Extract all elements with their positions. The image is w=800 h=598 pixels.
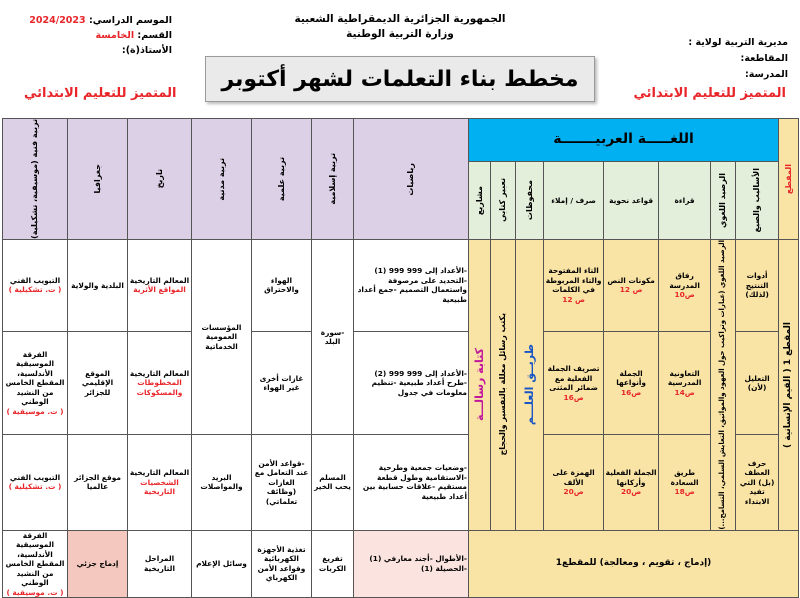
civic-cell-1: المؤسسات العمومية الخدماتية bbox=[192, 239, 252, 435]
grammar-cell-2: الجملة وأنواعها ص16 bbox=[604, 331, 659, 435]
ministry-title: وزارة التربية الوطنية bbox=[346, 28, 454, 40]
writing-header: تعبير كتابي bbox=[491, 161, 516, 239]
integration-science-cell: تغذية الأجهزة الكهربائية وقواعد الأمن الكهرباي bbox=[252, 530, 312, 598]
teacher-label: الأستاذ(ة): bbox=[121, 45, 172, 56]
oral-cell: الرصيد اللغوي (عبارات وتراكيب حول العهود والمواثيق، التعايش السلمي، التسامح...) bbox=[711, 239, 736, 530]
art-cell-1: التبويب الفني ( ت. تشكيلية ) bbox=[3, 239, 68, 331]
islamic-cell-3: المسلم يحب الخير bbox=[312, 435, 354, 530]
science-cell-3: -قواعد الأمن عند التعامل مع الغازات (وظائف تعلماتي) bbox=[252, 435, 312, 530]
reading-cell-1: رفاق المدرسة ص10 bbox=[659, 239, 711, 331]
styles-header: الأساليب والصيغ bbox=[736, 161, 779, 239]
history-cell-1: المعالم التاريخية المواقع الأثرية bbox=[128, 239, 192, 331]
style-cell-3: حرف العطف (بل) التي تفيد الابتداء bbox=[736, 435, 779, 530]
arabic-header: اللغـــــة العربيـــــــة bbox=[469, 119, 779, 162]
brand-right: المتميز للتعليم الابتدائي bbox=[633, 86, 786, 101]
math-header: رياضيات bbox=[354, 119, 469, 240]
class-value: الخامسة bbox=[95, 30, 135, 41]
morph-cell-1: التاء المفتوحة والتاء المربوطة في الكلمات ص 12 bbox=[544, 239, 604, 331]
style-cell-2: التعليل (لأن) bbox=[736, 331, 779, 435]
oral-header: الرصيد اللغوي bbox=[711, 161, 736, 239]
islamic-header: تربية إسلامية bbox=[312, 119, 354, 240]
morph-cell-2: تصريف الجملة الفعلية مع ضمائر المثنى ص16 bbox=[544, 331, 604, 435]
geography-cell-2: الموقع الإقليمي للجزائر bbox=[68, 331, 128, 435]
projects-header: مشاريع bbox=[469, 161, 491, 239]
art-cell-3: التبويب الفني ( ت. تشكيلية ) bbox=[3, 435, 68, 530]
science-cell-1: الهواء والاحتراق bbox=[252, 239, 312, 331]
history-header: تاريخ bbox=[128, 119, 192, 240]
reading-header: قراءة bbox=[659, 161, 711, 239]
history-cell-3: المعالم التاريخية الشخصيات التاريخية bbox=[128, 435, 192, 530]
directorate-label: مديرية التربية لولاية : bbox=[688, 37, 788, 48]
class-label: القسم: bbox=[137, 30, 172, 41]
republic-title: الجمهورية الجزائرية الديمقراطية الشعبية bbox=[294, 13, 506, 25]
season-label: الموسم الدراسي: bbox=[88, 15, 172, 26]
memorize-header: محفوظات bbox=[516, 161, 544, 239]
grammar-cell-1: مكونات النص ص 12 bbox=[604, 239, 659, 331]
integration-history-cell: المراحل التاريخية bbox=[128, 530, 192, 598]
integration-islamic-cell: تفريغ الكربات bbox=[312, 530, 354, 598]
class-line bbox=[22, 29, 172, 42]
memorize-cell: طريــق العلـــم bbox=[516, 239, 544, 530]
morph-cell-3: الهمزة على الألف ص20 bbox=[544, 435, 604, 530]
morph-header: صرف / إملاء bbox=[544, 161, 604, 239]
integration-math-cell: -الأطوال -أجند معارفي (1) -الحصيلة (1) bbox=[354, 530, 469, 598]
grammar-cell-3: الجملة الفعلية وأركانها ص20 bbox=[604, 435, 659, 530]
art-cell-2: الفرقة الموسيقية الأندلسية، المقطع الخامس من النشيد الوطني ( ت. موسيقية ) bbox=[3, 331, 68, 435]
project-cell: كتابة رسالـــة bbox=[469, 239, 491, 530]
integration-civic-cell: وسائل الإعلام bbox=[192, 530, 252, 598]
segment-cell: المقطع 1 ( القيم الإنسانية ) bbox=[779, 239, 799, 530]
history-cell-2: المعالم التاريخية المخطوطات والمسكوكات bbox=[128, 331, 192, 435]
math-cell-3: -وضعيات جمعية وطرحية -الاستقامية وطول قطعة مستقيم -علاقات حسابية بين أعداد طبيعية bbox=[354, 435, 469, 530]
science-cell-2: غازات أخرى غير الهواء bbox=[252, 331, 312, 435]
segment-header: المقطع bbox=[779, 119, 799, 240]
brand-left: المتميز للتعليم الابتدائي bbox=[24, 86, 177, 101]
reading-cell-3: طريق السعادة ص18 bbox=[659, 435, 711, 530]
grammar-header: قواعد نحوية bbox=[604, 161, 659, 239]
science-header: تربية علمية bbox=[252, 119, 312, 240]
geography-header: جغرافيا bbox=[68, 119, 128, 240]
geography-cell-3: موقع الجزائر عالميا bbox=[68, 435, 128, 530]
geography-cell-1: البلدية والولاية bbox=[68, 239, 128, 331]
learning-plan-table bbox=[2, 118, 799, 598]
integration-arabic-cell: (إدماج ، تقويم ، ومعالجة) للمقطع1 bbox=[469, 530, 799, 598]
integration-art-cell: الفرقة الموسيقية الأندلسية، المقطع الخامس من النشيد الوطني ( ت. موسيقية ) bbox=[3, 530, 68, 598]
civic-cell-3: البريد والمواصلات bbox=[192, 435, 252, 530]
writing-cell: يكتب رسائل معللة بالتفسير والحجاج bbox=[491, 239, 516, 530]
style-cell-1: أدوات التنتيج (لذلك) bbox=[736, 239, 779, 331]
civic-header: تربية مدنية bbox=[192, 119, 252, 240]
plan-title-banner: مخطط بناء التعلمات لشهر أكتوبر bbox=[205, 56, 595, 102]
math-cell-1: -الأعداد إلى 999 999 (1) -التحديد على مرصوفة واستعمال التصميم -جمع أعداد طبيعية bbox=[354, 239, 469, 331]
islamic-cell-1: -سورة البلد bbox=[312, 239, 354, 435]
season-line bbox=[22, 14, 172, 27]
school-label: المدرسة: bbox=[744, 69, 788, 80]
art-header: تربية فنية (موسيقية، تشكيلية) bbox=[3, 119, 68, 240]
integration-geography-cell: إدماج جزئي bbox=[68, 530, 128, 598]
district-label: المقاطعة: bbox=[740, 53, 788, 64]
season-value: 2024/2023 bbox=[29, 15, 86, 26]
reading-cell-2: التعاونية المدرسية ص14 bbox=[659, 331, 711, 435]
math-cell-2: -الأعداد إلى 999 999 (2) -طرح أعداد طبيعية -تنظيم معلومات في جدول bbox=[354, 331, 469, 435]
